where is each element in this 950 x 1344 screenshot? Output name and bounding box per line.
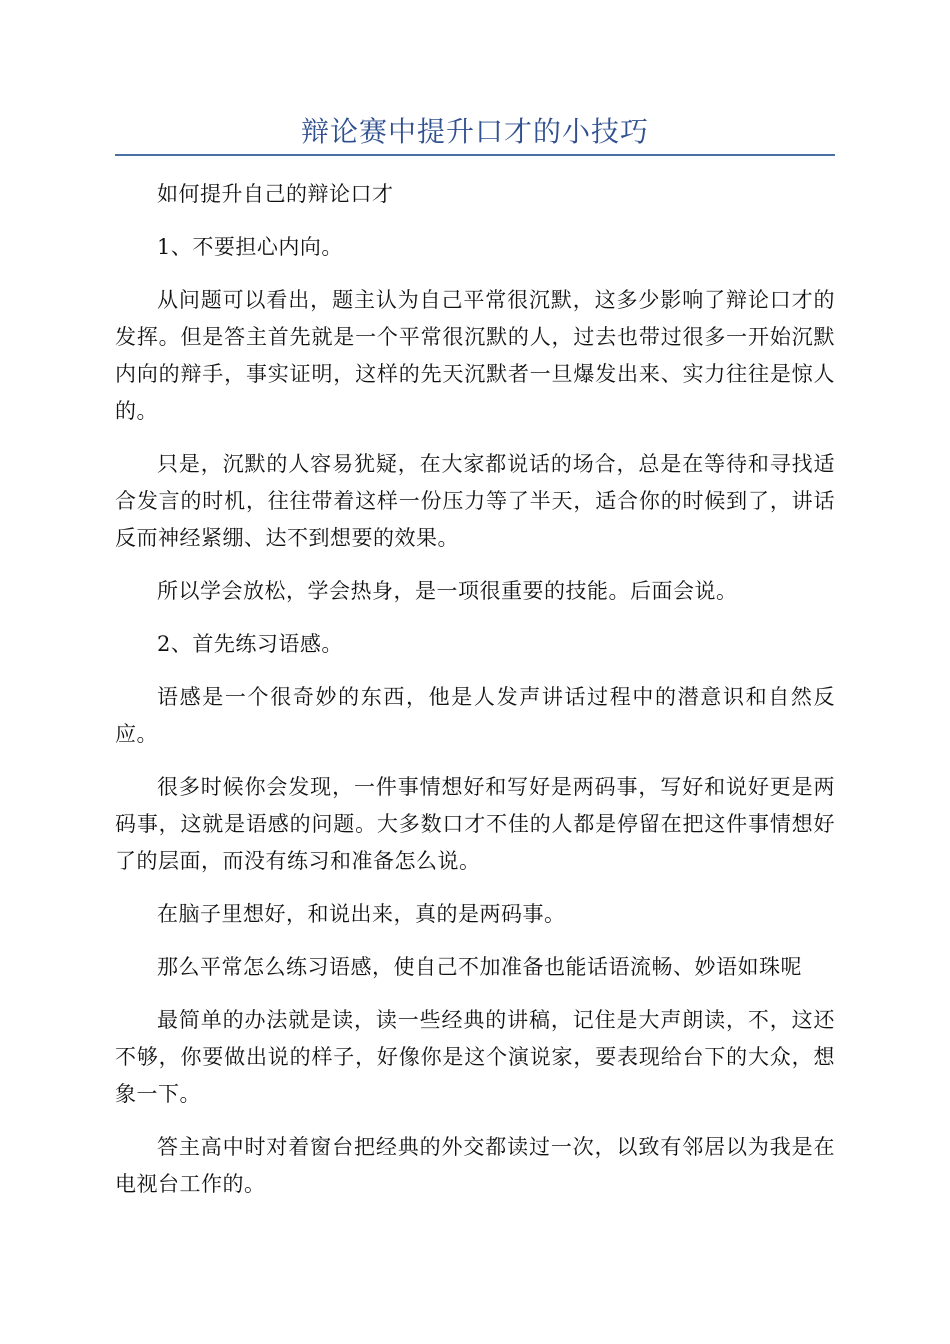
- paragraph: 最简单的办法就是读，读一些经典的讲稿，记住是大声朗读，不，这还不够，你要做出说的样子，好像你是这个演说家，要表现给台下的大众，想象一下。: [115, 1008, 835, 1106]
- paragraph: 在脑子里想好，和说出来，真的是两码事。: [157, 902, 566, 926]
- paragraph-point-2: 2、首先练习语感。: [157, 632, 343, 656]
- document-title: 辩论赛中提升口才的小技巧: [300, 115, 649, 148]
- paragraph-heading: 如何提升自己的辩论口才: [157, 182, 394, 206]
- paragraph: 只是，沉默的人容易犹疑，在大家都说话的场合，总是在等待和寻找适合发言的时机，往往带着这样一份压力等了半天，适合你的时候到了，讲话反而神经紧绷、达不到想要的效果。: [115, 452, 835, 550]
- paragraph: 很多时候你会发现，一件事情想好和写好是两码事，写好和说好更是两码事，这就是语感的问题。大多数口才不佳的人都是停留在把这件事情想好了的层面，而没有练习和准备怎么说。: [115, 775, 835, 873]
- paragraph: 语感是一个很奇妙的东西，他是人发声讲话过程中的潜意识和自然反应。: [115, 685, 835, 746]
- paragraph: 那么平常怎么练习语感，使自己不加准备也能话语流畅、妙语如珠呢: [157, 955, 802, 979]
- title-underline: [115, 154, 835, 156]
- paragraph-point-1: 1、不要担心内向。: [157, 235, 343, 259]
- document-body: [115, 176, 835, 1219]
- paragraph: 从问题可以看出，题主认为自己平常很沉默，这多少影响了辩论口才的发挥。但是答主首先就是一个平常很沉默的人，过去也带过很多一开始沉默内向的辩手，事实证明，这样的先天沉默者一旦爆发出来、实力往往是惊人的。: [115, 288, 835, 423]
- paragraph: 答主高中时对着窗台把经典的外交都读过一次，以致有邻居以为我是在电视台工作的。: [115, 1135, 835, 1196]
- paragraph: 所以学会放松，学会热身，是一项很重要的技能。后面会说。: [157, 579, 738, 603]
